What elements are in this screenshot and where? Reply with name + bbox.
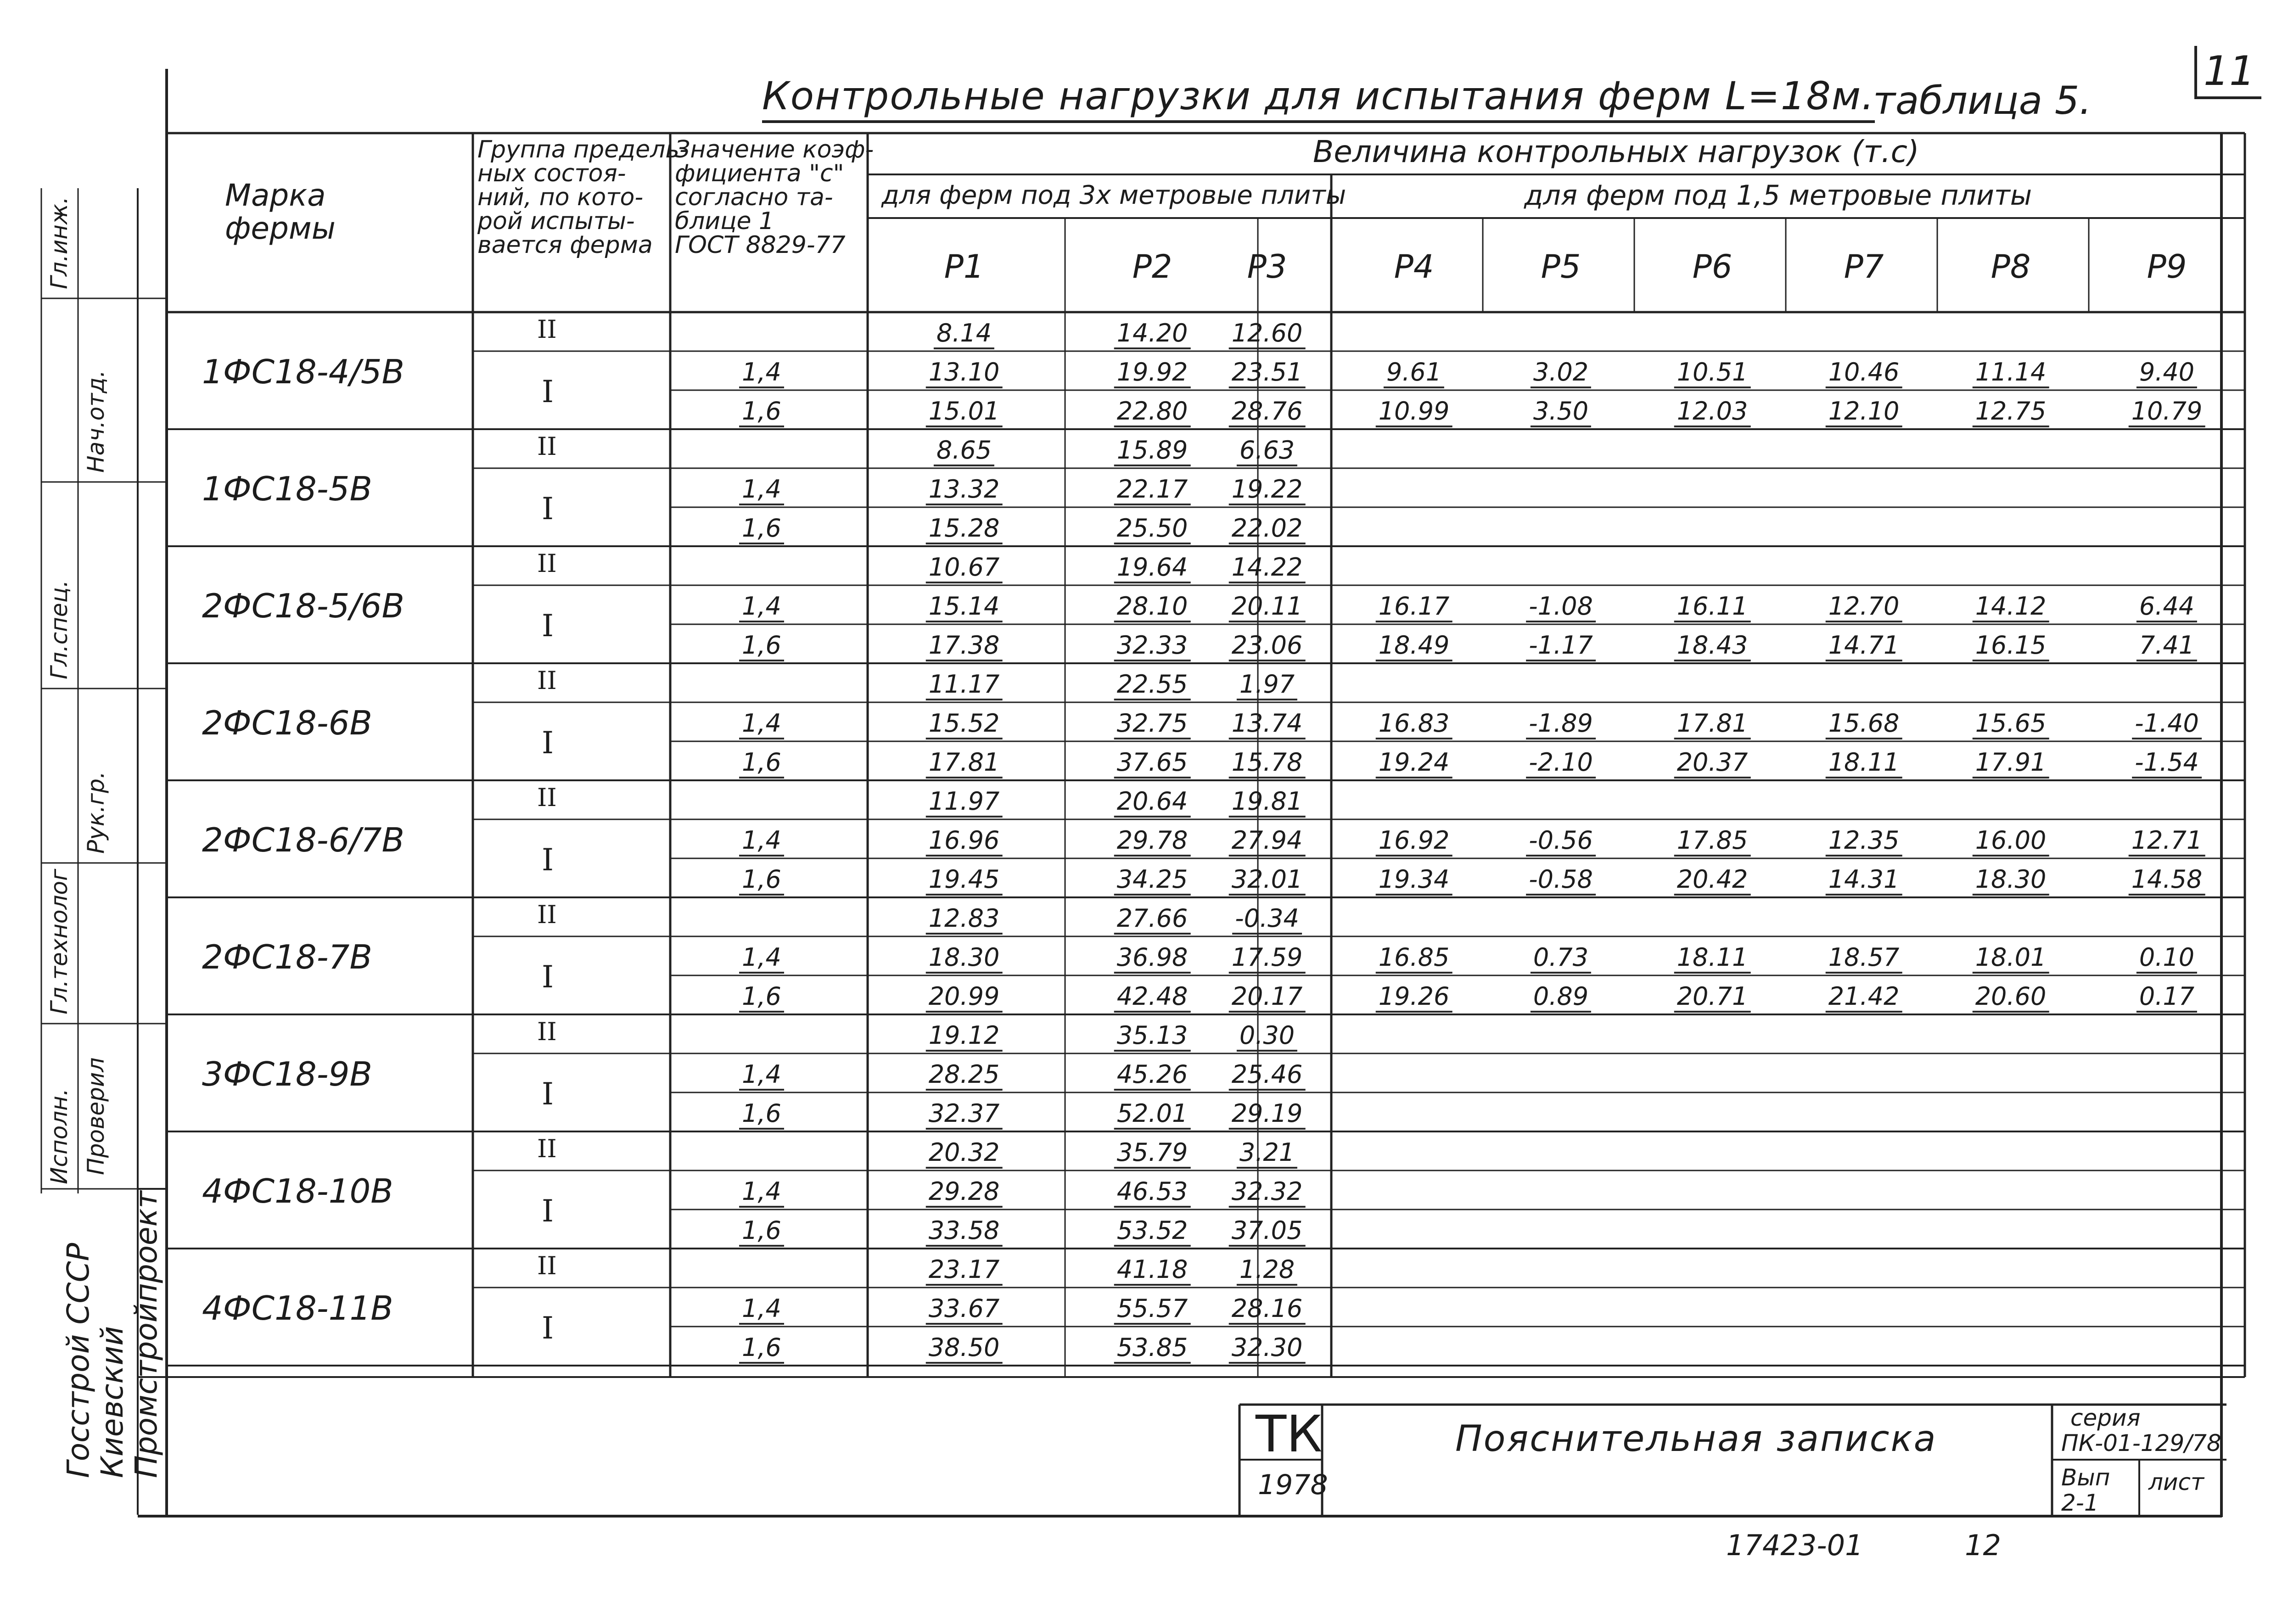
stamp-tk: ТК	[1256, 1405, 1323, 1463]
load-value-p3: 28.16	[1229, 1294, 1306, 1323]
load-value-p4: 9.61	[1384, 358, 1444, 386]
truss-mark: 4ФС18-11В	[202, 1288, 393, 1327]
load-value-p9: -1.40	[2132, 709, 2202, 738]
load-value-p7: 12.10	[1826, 397, 1902, 426]
load-value-p3: 15.78	[1229, 748, 1306, 777]
load-value-p9: 9.40	[2137, 358, 2197, 386]
load-value-p7: 21.42	[1826, 982, 1902, 1011]
side-stamp-label: Гл.инж.	[46, 196, 73, 289]
load-value-p1: 17.38	[926, 631, 1003, 660]
footer-sheet: 12	[1965, 1529, 2001, 1562]
header-p7: P7	[1844, 248, 1884, 286]
side-stamp-label: Гл.технолог	[46, 868, 73, 1014]
header-p3: P3	[1247, 248, 1287, 286]
table-label: таблица 5.	[1873, 78, 2092, 123]
truss-mark: 2ФС18-7В	[202, 937, 372, 976]
load-value-p2: 53.85	[1114, 1333, 1191, 1362]
page-number: 11	[2194, 46, 2261, 99]
load-value-p3: 0.30	[1237, 1021, 1297, 1050]
load-value-p3: 27.94	[1229, 826, 1306, 855]
load-value-p8: 18.01	[1973, 943, 2049, 972]
load-value-p5: -1.08	[1526, 592, 1596, 621]
load-value-p3: 23.06	[1229, 631, 1306, 660]
load-value-p5: 3.02	[1531, 358, 1591, 386]
group-i: I	[542, 1076, 554, 1112]
load-value-p1: 15.14	[926, 592, 1003, 621]
coefficient-value: 1,4	[739, 943, 784, 972]
load-value-p2: 25.50	[1114, 514, 1191, 543]
load-value-p3: 13.74	[1229, 709, 1306, 738]
load-value-p2: 32.33	[1114, 631, 1191, 660]
header-p2: P2	[1132, 248, 1172, 286]
load-value-p3: 19.81	[1229, 787, 1306, 816]
load-value-p2: 22.80	[1114, 397, 1191, 426]
load-value-p9: 7.41	[2137, 631, 2197, 660]
group-i: I	[542, 1310, 554, 1346]
load-value-p1: 28.25	[926, 1060, 1003, 1089]
load-value-p5: -1.17	[1526, 631, 1596, 660]
header-p6: P6	[1692, 248, 1733, 286]
load-value-p8: 11.14	[1973, 358, 2049, 386]
group-i: I	[542, 725, 554, 761]
truss-mark: 2ФС18-6/7В	[202, 820, 404, 859]
load-value-p1: 20.99	[926, 982, 1003, 1011]
coefficient-value: 1,4	[739, 592, 784, 621]
header-p1: P1	[944, 248, 984, 286]
load-value-p1: 11.97	[926, 787, 1003, 816]
side-stamp-label: Проверил	[83, 1057, 109, 1175]
load-value-p9: 0.17	[2137, 982, 2197, 1011]
load-value-p3: 6.63	[1237, 436, 1297, 465]
coefficient-value: 1,6	[739, 397, 784, 426]
load-value-p7: 12.35	[1826, 826, 1902, 855]
load-value-p1: 33.58	[926, 1216, 1003, 1245]
truss-mark: 2ФС18-5/6В	[202, 586, 404, 625]
load-value-p8: 16.15	[1973, 631, 2049, 660]
load-value-p3: 20.11	[1229, 592, 1306, 621]
load-value-p9: -1.54	[2132, 748, 2202, 777]
load-value-p1: 10.67	[926, 553, 1003, 582]
load-value-p5: 3.50	[1531, 397, 1591, 426]
group-i: I	[542, 374, 554, 409]
load-value-p2: 32.75	[1114, 709, 1191, 738]
coefficient-value: 1,6	[739, 1333, 784, 1362]
load-value-p2: 37.65	[1114, 748, 1191, 777]
load-value-p3: 37.05	[1229, 1216, 1306, 1245]
load-value-p1: 11.17	[926, 670, 1003, 699]
load-value-p2: 53.52	[1114, 1216, 1191, 1245]
load-value-p5: -1.89	[1526, 709, 1596, 738]
header-p5: P5	[1541, 248, 1581, 286]
load-value-p8: 18.30	[1973, 865, 2049, 894]
load-value-p7: 18.11	[1826, 748, 1902, 777]
load-value-p2: 14.20	[1114, 319, 1191, 347]
load-value-p3: 17.59	[1229, 943, 1306, 972]
load-value-p5: 0.73	[1531, 943, 1591, 972]
group-i: I	[542, 608, 554, 644]
coefficient-value: 1,6	[739, 631, 784, 660]
load-value-p6: 12.03	[1674, 397, 1751, 426]
load-value-p4: 16.83	[1376, 709, 1452, 738]
load-value-p1: 8.14	[934, 319, 994, 347]
load-value-p4: 16.17	[1376, 592, 1452, 621]
load-value-p8: 15.65	[1973, 709, 2049, 738]
stamp-series-label: серия	[2070, 1405, 2141, 1431]
coefficient-value: 1,4	[739, 709, 784, 738]
load-value-p3: 19.22	[1229, 475, 1306, 504]
load-value-p3: 32.32	[1229, 1177, 1306, 1206]
load-value-p1: 19.45	[926, 865, 1003, 894]
load-value-p3: 25.46	[1229, 1060, 1306, 1089]
load-value-p2: 42.48	[1114, 982, 1191, 1011]
coefficient-value: 1,6	[739, 748, 784, 777]
header-p8: P8	[1991, 248, 2031, 286]
load-value-p1: 15.28	[926, 514, 1003, 543]
load-value-p9: 14.58	[2129, 865, 2205, 894]
stamp-series: ПК-01-129/78	[2061, 1430, 2221, 1456]
load-value-p6: 10.51	[1674, 358, 1751, 386]
side-org	[28, 1191, 163, 1478]
header-mark: Марка фермы	[225, 178, 336, 246]
load-value-p1: 33.67	[926, 1294, 1003, 1323]
load-value-p7: 15.68	[1826, 709, 1902, 738]
group-ii: II	[537, 666, 557, 695]
group-i: I	[542, 959, 554, 995]
load-value-p2: 55.57	[1114, 1294, 1191, 1323]
group-ii: II	[537, 549, 557, 578]
load-value-p6: 20.42	[1674, 865, 1751, 894]
load-value-p9: 0.10	[2137, 943, 2197, 972]
load-value-p1: 13.10	[926, 358, 1003, 386]
load-value-p7: 14.31	[1826, 865, 1902, 894]
load-value-p1: 18.30	[926, 943, 1003, 972]
load-value-p4: 19.26	[1376, 982, 1452, 1011]
load-value-p5: 0.89	[1531, 982, 1591, 1011]
load-value-p2: 19.64	[1114, 553, 1191, 582]
load-value-p3: 28.76	[1229, 397, 1306, 426]
coefficient-value: 1,4	[739, 358, 784, 386]
load-value-p6: 16.11	[1674, 592, 1751, 621]
coefficient-value: 1,6	[739, 514, 784, 543]
truss-mark: 1ФС18-5В	[202, 469, 372, 508]
truss-mark: 1ФС18-4/5В	[202, 352, 404, 391]
group-i: I	[542, 491, 554, 526]
load-value-p3: 22.02	[1229, 514, 1306, 543]
load-value-p8: 20.60	[1973, 982, 2049, 1011]
load-value-p2: 35.79	[1114, 1138, 1191, 1167]
coefficient-value: 1,4	[739, 1060, 784, 1089]
load-value-p1: 8.65	[934, 436, 994, 465]
coefficient-value: 1,4	[739, 1294, 784, 1323]
load-value-p2: 52.01	[1114, 1099, 1191, 1128]
stamp-vyp: 2-1	[2061, 1490, 2099, 1516]
load-value-p2: 15.89	[1114, 436, 1191, 465]
load-value-p1: 38.50	[926, 1333, 1003, 1362]
stamp-sheet-label: лист	[2148, 1469, 2204, 1495]
load-value-p2: 45.26	[1114, 1060, 1191, 1089]
load-value-p2: 28.10	[1114, 592, 1191, 621]
load-value-p3: 29.19	[1229, 1099, 1306, 1128]
truss-mark: 2ФС18-6В	[202, 703, 372, 742]
load-value-p2: 22.55	[1114, 670, 1191, 699]
load-value-p3: 32.30	[1229, 1333, 1306, 1362]
side-org-text: Госстрой СССР Киевский Промстройпроект	[61, 1191, 164, 1478]
load-value-p3: 3.21	[1237, 1138, 1297, 1167]
group-i: I	[542, 842, 554, 878]
load-value-p1: 23.17	[926, 1255, 1003, 1284]
load-value-p9: 6.44	[2137, 592, 2197, 621]
group-ii: II	[537, 1134, 557, 1163]
load-value-p1: 29.28	[926, 1177, 1003, 1206]
footer-code: 17423-01	[1726, 1529, 1863, 1562]
load-value-p4: 16.92	[1376, 826, 1452, 855]
load-value-p1: 15.52	[926, 709, 1003, 738]
load-value-p3: 23.51	[1229, 358, 1306, 386]
load-value-p2: 36.98	[1114, 943, 1191, 972]
load-value-p1: 20.32	[926, 1138, 1003, 1167]
group-ii: II	[537, 1251, 557, 1280]
load-value-p1: 19.12	[926, 1021, 1003, 1050]
stamp-vyp-label: Вып	[2061, 1464, 2110, 1491]
load-value-p2: 46.53	[1114, 1177, 1191, 1206]
load-value-p4: 19.34	[1376, 865, 1452, 894]
load-value-p7: 14.71	[1826, 631, 1902, 660]
load-value-p4: 10.99	[1376, 397, 1452, 426]
header-slabs-3m: для ферм под 3х метровые плиты	[881, 180, 1346, 210]
load-value-p8: 14.12	[1973, 592, 2049, 621]
side-stamp-label: Гл.спец.	[46, 580, 73, 679]
load-value-p3: 1.97	[1237, 670, 1297, 699]
load-value-p2: 35.13	[1114, 1021, 1191, 1050]
load-value-p1: 12.83	[926, 904, 1003, 933]
truss-mark: 4ФС18-10В	[202, 1171, 393, 1210]
load-value-p2: 27.66	[1114, 904, 1191, 933]
load-value-p3: 32.01	[1229, 865, 1306, 894]
load-value-p1: 15.01	[926, 397, 1003, 426]
stamp-title: Пояснительная записка	[1455, 1418, 1937, 1460]
load-value-p1: 32.37	[926, 1099, 1003, 1128]
load-value-p6: 18.11	[1674, 943, 1751, 972]
load-value-p4: 16.85	[1376, 943, 1452, 972]
header-coefficient: Значение коэф- фициента "с" согласно та- блице 1 ГОСТ 8829-77	[675, 136, 874, 259]
document-title: Контрольные нагрузки для испытания ферм L=18м.	[762, 73, 1875, 123]
load-value-p2: 41.18	[1114, 1255, 1191, 1284]
group-i: I	[542, 1193, 554, 1229]
load-value-p8: 12.75	[1973, 397, 2049, 426]
load-value-p6: 18.43	[1674, 631, 1751, 660]
side-stamp-label: Рук.гр.	[83, 771, 109, 854]
load-value-p9: 12.71	[2129, 826, 2205, 855]
header-loads: Величина контрольных нагрузок (т.с)	[1313, 134, 1919, 169]
load-value-p6: 17.85	[1674, 826, 1751, 855]
load-value-p2: 19.92	[1114, 358, 1191, 386]
load-value-p4: 19.24	[1376, 748, 1452, 777]
group-ii: II	[537, 783, 557, 812]
group-ii: II	[537, 1017, 557, 1046]
load-value-p3: -0.34	[1232, 904, 1302, 933]
group-ii: II	[537, 315, 557, 344]
load-value-p3: 20.17	[1229, 982, 1306, 1011]
load-value-p9: 10.79	[2129, 397, 2205, 426]
header-p9: P9	[2147, 248, 2187, 286]
coefficient-value: 1,4	[739, 1177, 784, 1206]
load-value-p7: 10.46	[1826, 358, 1902, 386]
header-slabs-1-5m: для ферм под 1,5 метровые плиты	[1524, 179, 2032, 212]
load-value-p3: 1.28	[1237, 1255, 1297, 1284]
load-value-p8: 17.91	[1973, 748, 2049, 777]
load-value-p7: 18.57	[1826, 943, 1902, 972]
coefficient-value: 1,6	[739, 1216, 784, 1245]
load-value-p2: 34.25	[1114, 865, 1191, 894]
load-value-p4: 18.49	[1376, 631, 1452, 660]
load-value-p5: -0.56	[1526, 826, 1596, 855]
load-value-p8: 16.00	[1973, 826, 2049, 855]
load-value-p1: 17.81	[926, 748, 1003, 777]
load-value-p5: -0.58	[1526, 865, 1596, 894]
coefficient-value: 1,6	[739, 865, 784, 894]
load-value-p3: 12.60	[1229, 319, 1306, 347]
load-value-p1: 13.32	[926, 475, 1003, 504]
load-value-p6: 20.71	[1674, 982, 1751, 1011]
load-value-p1: 16.96	[926, 826, 1003, 855]
header-p4: P4	[1394, 248, 1434, 286]
truss-mark: 3ФС18-9В	[202, 1054, 372, 1093]
load-value-p5: -2.10	[1526, 748, 1596, 777]
side-stamp-label: Исполн.	[46, 1088, 73, 1184]
load-value-p6: 17.81	[1674, 709, 1751, 738]
group-ii: II	[537, 432, 557, 461]
group-ii: II	[537, 900, 557, 929]
load-value-p2: 29.78	[1114, 826, 1191, 855]
side-stamp-label: Нач.отд.	[83, 370, 109, 473]
coefficient-value: 1,6	[739, 1099, 784, 1128]
coefficient-value: 1,4	[739, 826, 784, 855]
coefficient-value: 1,6	[739, 982, 784, 1011]
load-value-p2: 20.64	[1114, 787, 1191, 816]
coefficient-value: 1,4	[739, 475, 784, 504]
load-value-p7: 12.70	[1826, 592, 1902, 621]
stamp-year: 1978	[1258, 1469, 1328, 1501]
load-value-p3: 14.22	[1229, 553, 1306, 582]
load-value-p6: 20.37	[1674, 748, 1751, 777]
header-group: Группа предель- ных состоя- ний, по кото- рой испыты- вается ферма	[477, 136, 688, 259]
load-value-p2: 22.17	[1114, 475, 1191, 504]
